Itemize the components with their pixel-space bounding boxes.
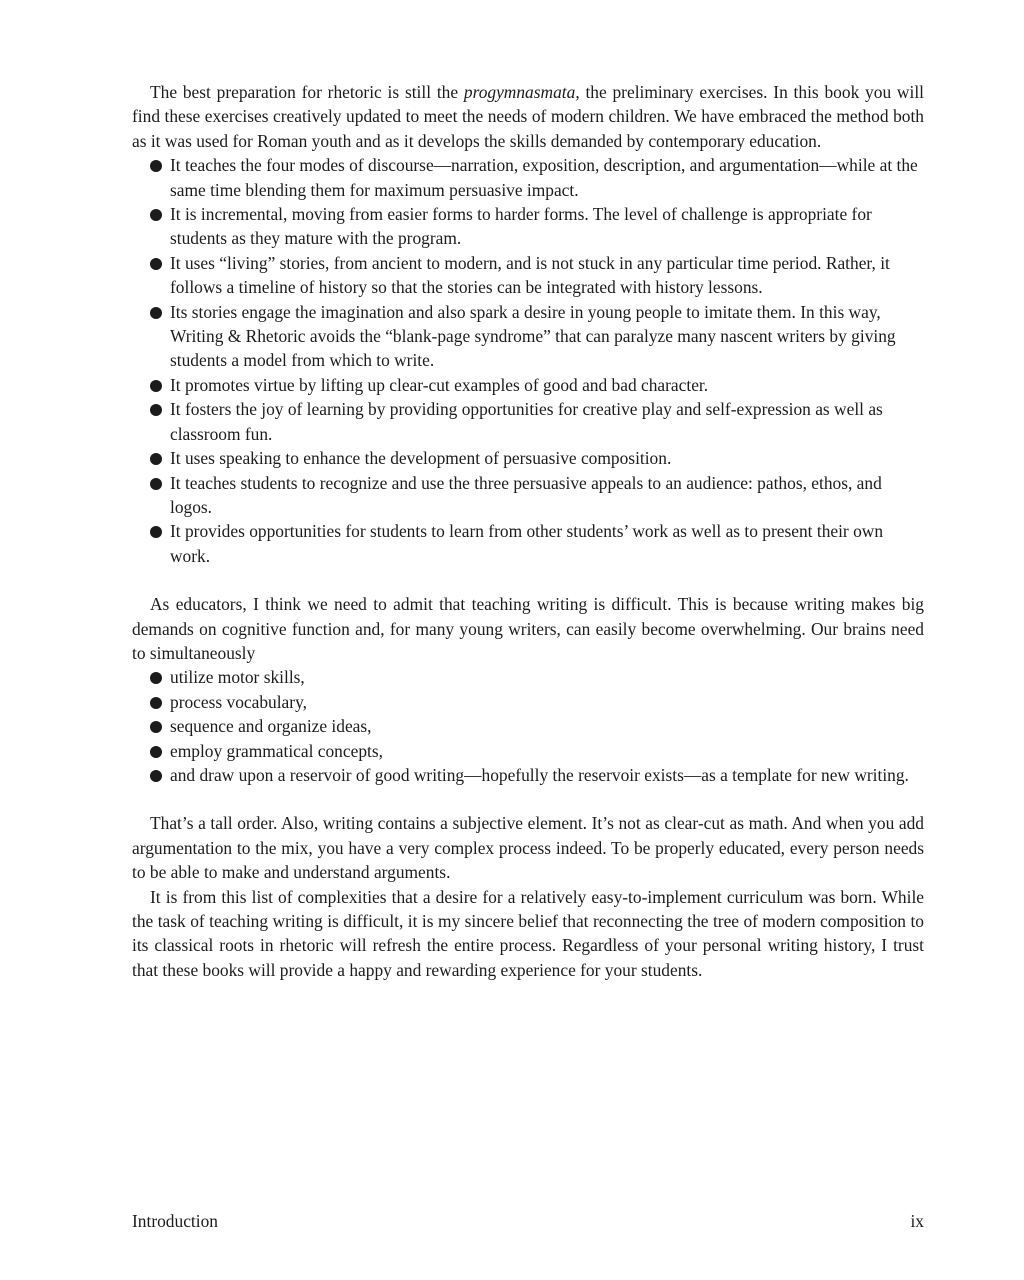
intro-term: progymnasmata	[463, 82, 576, 102]
list-item-text: employ grammatical concepts,	[170, 740, 383, 761]
intro-rest: , the preliminary exercises. In this book you will find these exercises creatively updated to meet the needs of modern children. We have embraced the method both as it was used for Roman youth and as it develops the skills demanded by contemporary education.	[132, 82, 924, 151]
list-item-text: It promotes virtue by lifting up clear-cut examples of good and bad character.	[170, 374, 709, 395]
page-footer	[132, 1210, 924, 1232]
list-item	[132, 665, 924, 689]
list-item-text: It is incremental, moving from easier forms to harder forms. The level of challenge is appropriate for students as they mature with the program.	[170, 204, 872, 249]
list-item-text: It uses “living” stories, from ancient to modern, and is not stuck in any particular time period. Rather, it follows a timeline of history so that the stories can be integrated with history lessons.	[170, 252, 890, 298]
bullet-icon	[150, 721, 162, 733]
list-item	[132, 714, 924, 738]
bullet-icon	[150, 478, 162, 490]
list-item-text: utilize motor skills,	[170, 667, 305, 688]
list-item	[132, 202, 924, 251]
bullet-icon	[150, 307, 162, 319]
page-body	[132, 80, 924, 982]
intro-lead: The best preparation for rhetoric is still the	[150, 82, 464, 102]
list-item-text: It provides opportunities for students to learn from other students’ work as well as to present their own work.	[170, 521, 884, 566]
bullet-icon	[150, 258, 162, 270]
bullet-icon	[150, 380, 162, 392]
list-item	[132, 446, 924, 470]
educators-paragraph: As educators, I think we need to admit that teaching writing is difficult. This is because writing makes big demands on cognitive function and, for many young writers, can easily become overwhelming. Our brains need to simultaneously	[132, 594, 924, 663]
bullet-icon	[150, 160, 162, 172]
list-item	[132, 739, 924, 763]
bullet-icon	[150, 453, 162, 465]
list-item-text: It uses speaking to enhance the development of persuasive composition.	[170, 448, 672, 469]
list-item-text: It teaches the four modes of discourse—narration, exposition, description, and argumentation—while at the same time blending them for maximum persuasive impact.	[170, 155, 918, 200]
list-item-text: process vocabulary,	[170, 691, 307, 712]
list-item	[132, 153, 924, 202]
bullet-icon	[150, 697, 162, 709]
bullet-icon	[150, 770, 162, 782]
bullet-icon	[150, 526, 162, 538]
footer-section-title: Introduction	[132, 1211, 218, 1231]
tall-order-paragraph: That’s a tall order. Also, writing contains a subjective element. It’s not as clear-cut as math. And when you add argumentation to the mix, you have a very complex process indeed. To be properly educated, every person needs to be able to make and understand arguments.	[132, 813, 924, 883]
list-item-text: It teaches students to recognize and use the three persuasive appeals to an audience: pathos, ethos, and logos.	[170, 472, 882, 517]
bullet-icon	[150, 404, 162, 416]
bullet-icon	[150, 746, 162, 758]
list-item	[132, 690, 924, 714]
skills-list	[132, 665, 924, 787]
list-item	[132, 471, 924, 520]
closing-paragraph: It is from this list of complexities that a desire for a relatively easy-to-implement curriculum was born. While the task of teaching writing is difficult, it is my sincere belief that reconnecting the tree of modern composition to its classical roots in rhetoric will refresh the entire process. Regardless of your personal writing history, I trust that these books will provide a happy and rewarding experience for your students.	[132, 886, 924, 980]
list-item	[132, 300, 924, 373]
page-number: ix	[910, 1211, 924, 1231]
intro-paragraph	[132, 80, 924, 153]
list-item-text: sequence and organize ideas,	[170, 716, 372, 737]
bullet-icon	[150, 209, 162, 221]
bullet-icon	[150, 672, 162, 684]
list-item-text: and draw upon a reservoir of good writing—hopefully the reservoir exists—as a template for new writing.	[170, 764, 909, 785]
list-item	[132, 251, 924, 300]
benefits-list	[132, 153, 924, 568]
list-item	[132, 397, 924, 446]
list-item	[132, 373, 924, 397]
list-item	[132, 519, 924, 568]
list-item-text: Its stories engage the imagination and also spark a desire in young people to imitate them. In this way, Writing & Rhetoric avoids the “blank-page syndrome” that can paralyze many nascent writers by giving students a model from which to write.	[170, 301, 896, 371]
list-item	[132, 763, 924, 787]
list-item-text: It fosters the joy of learning by providing opportunities for creative play and self-expression as well as classroom fun.	[170, 399, 883, 444]
